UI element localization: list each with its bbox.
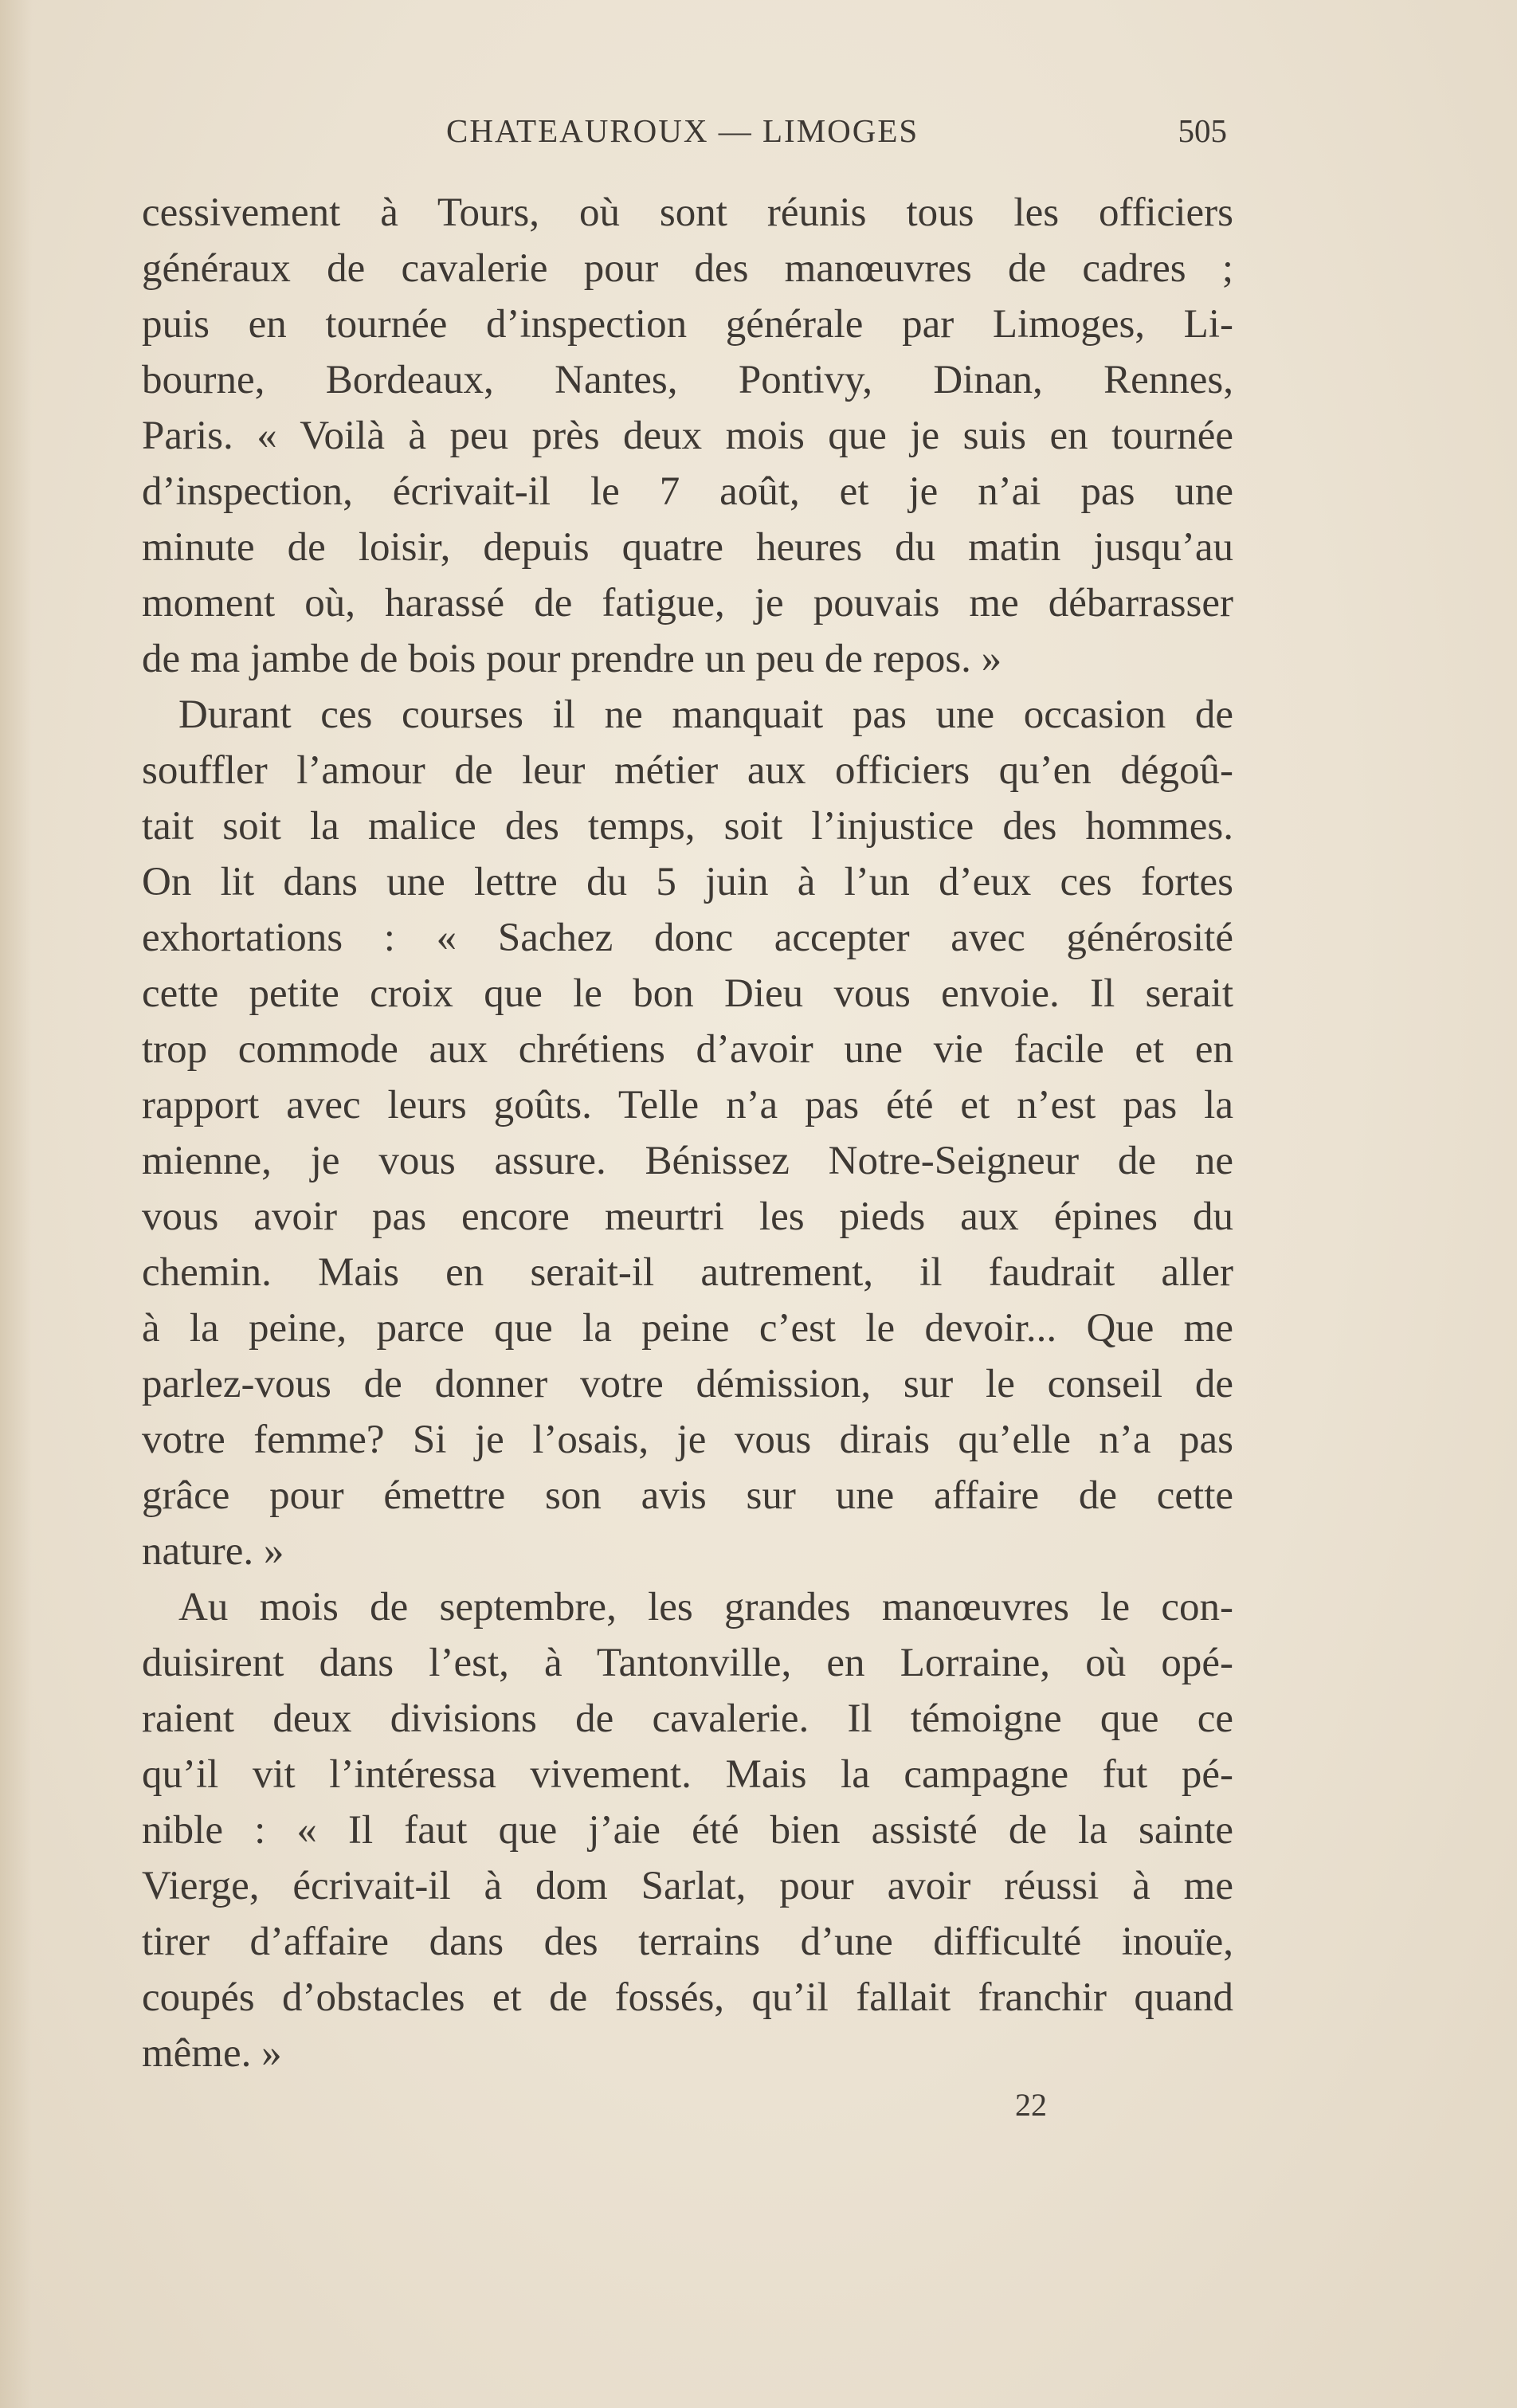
text-line: Durant ces courses il ne manquait pas une occasion de bbox=[178, 692, 1233, 737]
text-line: souffler l’amour de leur métier aux officiers qu’en dégoû- bbox=[142, 748, 1233, 793]
text-line: exhortations : « Sachez donc accepter avec générosité bbox=[142, 916, 1233, 960]
text-line: chemin. Mais en serait-il autrement, il faudrait aller bbox=[142, 1250, 1233, 1295]
text-line: tait soit la malice des temps, soit l’injustice des hommes. bbox=[142, 804, 1233, 849]
text-line: On lit dans une lettre du 5 juin à l’un d’eux ces fortes bbox=[142, 860, 1233, 904]
text-line: moment où, harassé de fatigue, je pouvais me débarrasser bbox=[142, 581, 1233, 626]
text-line: minute de loisir, depuis quatre heures du matin jusqu’au bbox=[142, 525, 1233, 570]
text-line: trop commode aux chrétiens d’avoir une vie facile et en bbox=[142, 1027, 1233, 1072]
page-number: 505 bbox=[1178, 112, 1227, 149]
text-line: généraux de cavalerie pour des manœuvres de cadres ; bbox=[142, 246, 1233, 291]
text-line: puis en tournée d’inspection générale par Limoges, Li- bbox=[142, 302, 1233, 347]
text-line: mienne, je vous assure. Bénissez Notre-Seigneur de ne bbox=[142, 1139, 1233, 1183]
text-line: votre femme? Si je l’osais, je vous dirais qu’elle n’a pas bbox=[142, 1418, 1233, 1462]
text-line: coupés d’obstacles et de fossés, qu’il fallait franchir quand bbox=[142, 1975, 1233, 2020]
text-line: grâce pour émettre son avis sur une affaire de cette bbox=[142, 1473, 1233, 1518]
text-line: même. » bbox=[142, 2031, 282, 2076]
text-line: duisirent dans l’est, à Tantonville, en Lorraine, où opé- bbox=[142, 1641, 1233, 1685]
text-line: Au mois de septembre, les grandes manœuvres le con- bbox=[178, 1585, 1233, 1630]
text-line: d’inspection, écrivait-il le 7 août, et je n’ai pas une bbox=[142, 469, 1233, 514]
running-title: CHATEAUROUX — LIMOGES bbox=[446, 112, 919, 149]
text-line: rapport avec leurs goûts. Telle n’a pas été et n’est pas la bbox=[142, 1083, 1233, 1128]
text-line: vous avoir pas encore meurtri les pieds aux épines du bbox=[142, 1194, 1233, 1239]
signature-mark: 22 bbox=[1015, 2087, 1047, 2123]
text-line: nible : « Il faut que j’aie été bien assisté de la sainte bbox=[142, 1808, 1233, 1853]
running-head bbox=[143, 112, 1227, 159]
text-line: cessivement à Tours, où sont réunis tous les officiers bbox=[142, 190, 1233, 235]
text-line: à la peine, parce que la peine c’est le devoir... Que me bbox=[142, 1306, 1233, 1351]
text-line: tirer d’affaire dans des terrains d’une difficulté inouïe, bbox=[142, 1920, 1233, 1964]
text-line: nature. » bbox=[142, 1529, 284, 1574]
text-line: Vierge, écrivait-il à dom Sarlat, pour avoir réussi à me bbox=[142, 1864, 1233, 1908]
text-line: qu’il vit l’intéressa vivement. Mais la campagne fut pé- bbox=[142, 1752, 1233, 1797]
text-line: bourne, Bordeaux, Nantes, Pontivy, Dinan, Rennes, bbox=[142, 358, 1233, 402]
text-line: Paris. « Voilà à peu près deux mois que je suis en tournée bbox=[142, 414, 1233, 458]
text-line: cette petite croix que le bon Dieu vous envoie. Il serait bbox=[142, 971, 1233, 1016]
text-line: parlez-vous de donner votre démission, sur le conseil de bbox=[142, 1362, 1233, 1406]
text-line: raient deux divisions de cavalerie. Il témoigne que ce bbox=[142, 1696, 1233, 1741]
body-text bbox=[142, 185, 1233, 2081]
text-line: de ma jambe de bois pour prendre un peu de repos. » bbox=[142, 637, 1002, 681]
spine-shadow bbox=[0, 0, 32, 2408]
